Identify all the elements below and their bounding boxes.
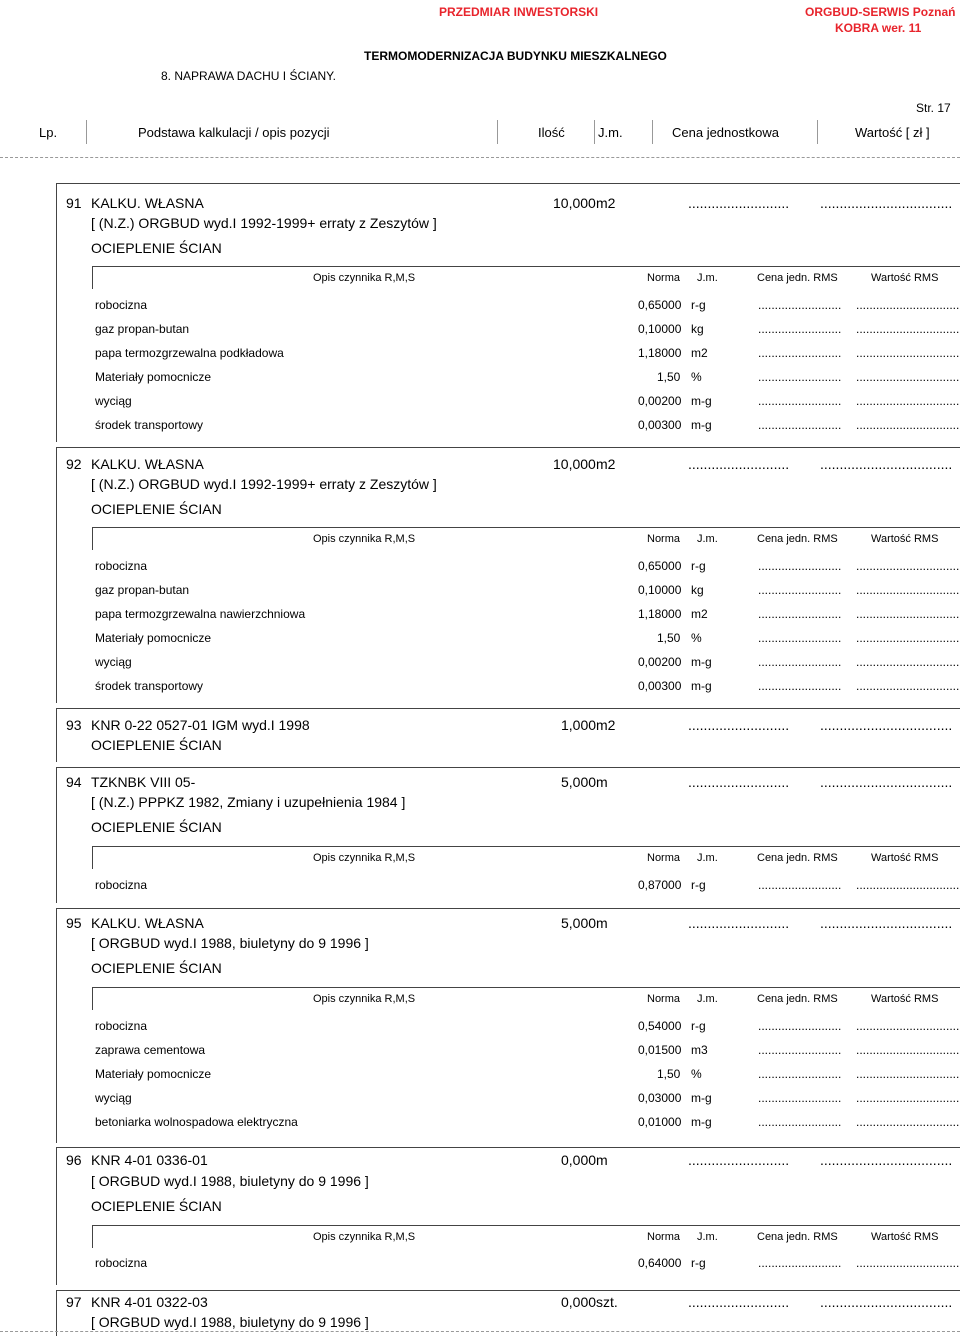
factor-norm: 1,50 xyxy=(657,370,681,384)
factor-norm: 0,01000 xyxy=(638,1115,682,1129)
factor-norm: 1,50 xyxy=(657,631,681,645)
item-value: .................................. xyxy=(820,1152,953,1168)
factor-header xyxy=(92,266,960,289)
factor-value: ............................... xyxy=(856,607,960,621)
item-unit-price: .......................... xyxy=(688,1294,790,1310)
factor-header-unit: J.m. xyxy=(697,533,718,545)
factor-header xyxy=(92,1225,960,1248)
factor-unit: m-g xyxy=(691,394,712,408)
factor-unit: m3 xyxy=(691,1043,708,1057)
item-description: OCIEPLENIE ŚCIAN xyxy=(91,1198,222,1214)
factor-value: ............................... xyxy=(856,418,960,432)
factor-price: ......................... xyxy=(758,1115,842,1129)
factor-name: wyciąg xyxy=(95,1091,132,1105)
factor-unit: m-g xyxy=(691,1091,712,1105)
factor-name: wyciąg xyxy=(95,655,132,669)
item-lp: 96 xyxy=(66,1152,82,1168)
factor-norm: 0,00300 xyxy=(638,679,682,693)
factor-value: ............................... xyxy=(856,631,960,645)
factor-norm: 0,00300 xyxy=(638,418,682,432)
item-source: [ ORGBUD wyd.I 1988, biuletyny do 9 1996 ] xyxy=(91,1314,369,1330)
factor-value: ............................... xyxy=(856,1256,960,1270)
factor-name: papa termozgrzewalna podkładowa xyxy=(95,346,284,360)
item-source: [ ORGBUD wyd.I 1988, biuletyny do 9 1996 ] xyxy=(91,935,369,951)
factor-unit: kg xyxy=(691,583,704,597)
factor-unit: m-g xyxy=(691,655,712,669)
column-header-unit-price: Cena jednostkowa xyxy=(672,125,779,140)
item-source: [ ORGBUD wyd.I 1988, biuletyny do 9 1996 ] xyxy=(91,1173,369,1189)
item-quantity: 1,000 xyxy=(561,717,597,733)
item-value: .................................. xyxy=(820,717,953,733)
item-unit-price: .......................... xyxy=(688,915,790,931)
item-basis: TZKNBK VIII 05- xyxy=(91,774,196,790)
item-quantity: 5,000 xyxy=(561,774,597,790)
factor-value: ............................... xyxy=(856,1115,960,1129)
factor-header-value: Wartość RMS xyxy=(871,852,939,864)
factor-header-norm: Norma xyxy=(647,533,681,545)
factor-price: ......................... xyxy=(758,1067,842,1081)
factor-header-value: Wartość RMS xyxy=(871,272,939,284)
factor-price: ......................... xyxy=(758,322,842,336)
item-quantity: 10,000 xyxy=(553,456,596,472)
factor-norm: 0,64000 xyxy=(638,1256,682,1270)
item-value: .................................. xyxy=(820,456,953,472)
item-basis: KNR 0-22 0527-01 IGM wyd.I 1998 xyxy=(91,717,310,733)
item-basis: KALKU. WŁASNA xyxy=(91,915,204,931)
factor-value: ............................... xyxy=(856,370,960,384)
position-92 xyxy=(56,447,960,702)
item-unit: m xyxy=(596,774,608,790)
position-93 xyxy=(56,708,960,761)
software-vendor: ORGBUD-SERWIS Poznań xyxy=(805,5,956,19)
column-header-lp: Lp. xyxy=(39,125,58,140)
factor-norm: 0,65000 xyxy=(638,559,682,573)
factor-price: ......................... xyxy=(758,1043,842,1057)
factor-value: ............................... xyxy=(856,1043,960,1057)
item-lp: 93 xyxy=(66,717,82,733)
item-lp: 95 xyxy=(66,915,82,931)
factor-price: ......................... xyxy=(758,631,842,645)
item-unit: m xyxy=(596,1152,608,1168)
item-source: [ (N.Z.) PPPKZ 1982, Zmiany i uzupełnienia 1984 ] xyxy=(91,794,406,810)
factor-header-desc: Opis czynnika R,M,S xyxy=(313,1231,416,1243)
factor-value: ............................... xyxy=(856,346,960,360)
factor-name: gaz propan-butan xyxy=(95,322,190,336)
factor-name: robocizna xyxy=(95,1019,148,1033)
item-unit: m2 xyxy=(596,717,616,733)
factor-header-value: Wartość RMS xyxy=(871,1231,939,1243)
item-description: OCIEPLENIE ŚCIAN xyxy=(91,501,222,517)
item-description: OCIEPLENIE ŚCIAN xyxy=(91,240,222,256)
factor-norm: 1,18000 xyxy=(638,607,682,621)
factor-unit: r-g xyxy=(691,878,706,892)
factor-unit: % xyxy=(691,1067,702,1081)
column-header-basis: Podstawa kalkulacji / opis pozycji xyxy=(138,125,330,140)
factor-value: ............................... xyxy=(856,394,960,408)
item-description: OCIEPLENIE ŚCIAN xyxy=(91,819,222,835)
factor-value: ............................... xyxy=(856,298,960,312)
item-unit: m2 xyxy=(596,456,616,472)
position-94 xyxy=(56,767,960,902)
factor-unit: % xyxy=(691,370,702,384)
factor-norm: 0,00200 xyxy=(638,655,682,669)
item-unit: m2 xyxy=(596,195,616,211)
position-97 xyxy=(56,1290,960,1335)
factor-norm: 0,03000 xyxy=(638,1091,682,1105)
factor-price: ......................... xyxy=(758,655,842,669)
factor-price: ......................... xyxy=(758,878,842,892)
factor-unit: m-g xyxy=(691,1115,712,1129)
factor-price: ......................... xyxy=(758,679,842,693)
item-source: [ (N.Z.) ORGBUD wyd.I 1992-1999+ erraty z Zeszytów ] xyxy=(91,215,437,231)
document-title: TERMOMODERNIZACJA BUDYNKU MIESZKALNEGO xyxy=(364,49,667,63)
factor-name: gaz propan-butan xyxy=(95,583,190,597)
factor-norm: 0,10000 xyxy=(638,583,682,597)
position-95 xyxy=(56,908,960,1142)
factor-price: ......................... xyxy=(758,607,842,621)
factor-name: papa termozgrzewalna nawierzchniowa xyxy=(95,607,306,621)
factor-name: Materiały pomocnicze xyxy=(95,370,212,384)
factor-value: ............................... xyxy=(856,322,960,336)
factor-value: ............................... xyxy=(856,583,960,597)
page-number: Str. 17 xyxy=(916,101,951,115)
factor-value: ............................... xyxy=(856,655,960,669)
factor-value: ............................... xyxy=(856,1067,960,1081)
factor-name: środek transportowy xyxy=(95,418,204,432)
factor-name: robocizna xyxy=(95,298,148,312)
factor-unit: m-g xyxy=(691,679,712,693)
item-quantity: 0,000 xyxy=(561,1152,597,1168)
factor-norm: 0,65000 xyxy=(638,298,682,312)
column-header-value: Wartość [ zł ] xyxy=(855,125,930,140)
factor-name: wyciąg xyxy=(95,394,132,408)
factor-header-desc: Opis czynnika R,M,S xyxy=(313,533,416,545)
factor-header xyxy=(92,846,960,869)
factor-unit: % xyxy=(691,631,702,645)
factor-header-unit: J.m. xyxy=(697,272,718,284)
item-quantity: 10,000 xyxy=(553,195,596,211)
factor-unit: r-g xyxy=(691,1256,706,1270)
factor-header-norm: Norma xyxy=(647,993,681,1005)
factor-price: ......................... xyxy=(758,559,842,573)
factor-header xyxy=(92,987,960,1010)
item-unit-price: .......................... xyxy=(688,1152,790,1168)
item-unit-price: .......................... xyxy=(688,774,790,790)
factor-name: robocizna xyxy=(95,559,148,573)
item-lp: 91 xyxy=(66,195,82,211)
factor-price: ......................... xyxy=(758,583,842,597)
report-type: PRZEDMIAR INWESTORSKI xyxy=(439,5,599,19)
item-unit: szt. xyxy=(596,1294,618,1310)
item-description: OCIEPLENIE ŚCIAN xyxy=(91,960,222,976)
factor-header xyxy=(92,527,960,550)
item-basis: KALKU. WŁASNA xyxy=(91,195,204,211)
item-unit-price: .......................... xyxy=(688,717,790,733)
footer-divider xyxy=(0,1331,960,1332)
item-value: .................................. xyxy=(820,1294,953,1310)
factor-header-unit: J.m. xyxy=(697,1231,718,1243)
factor-norm: 1,18000 xyxy=(638,346,682,360)
item-lp: 97 xyxy=(66,1294,82,1310)
factor-unit: m2 xyxy=(691,607,708,621)
factor-header-norm: Norma xyxy=(647,1231,681,1243)
factor-name: robocizna xyxy=(95,1256,148,1270)
factor-unit: kg xyxy=(691,322,704,336)
factor-header-price: Cena jedn. RMS xyxy=(757,533,838,545)
factor-value: ............................... xyxy=(856,1091,960,1105)
item-value: .................................. xyxy=(820,774,953,790)
item-source: [ (N.Z.) ORGBUD wyd.I 1992-1999+ erraty z Zeszytów ] xyxy=(91,476,437,492)
item-unit: m xyxy=(596,915,608,931)
section-title: 8. NAPRAWA DACHU I ŚCIANY. xyxy=(161,69,336,83)
factor-name: środek transportowy xyxy=(95,679,204,693)
factor-price: ......................... xyxy=(758,394,842,408)
factor-price: ......................... xyxy=(758,1091,842,1105)
factor-unit: r-g xyxy=(691,298,706,312)
header-divider xyxy=(0,157,960,158)
factor-unit: r-g xyxy=(691,1019,706,1033)
item-lp: 94 xyxy=(66,774,82,790)
position-96 xyxy=(56,1147,960,1284)
factor-value: ............................... xyxy=(856,559,960,573)
item-description: OCIEPLENIE ŚCIAN xyxy=(91,737,222,753)
factor-norm: 0,54000 xyxy=(638,1019,682,1033)
item-value: .................................. xyxy=(820,915,953,931)
factor-value: ............................... xyxy=(856,1019,960,1033)
factor-price: ......................... xyxy=(758,346,842,360)
item-unit-price: .......................... xyxy=(688,195,790,211)
factor-name: Materiały pomocnicze xyxy=(95,631,212,645)
factor-norm: 0,87000 xyxy=(638,878,682,892)
item-lp: 92 xyxy=(66,456,82,472)
factor-unit: m-g xyxy=(691,418,712,432)
column-header-quantity: Ilość xyxy=(538,125,565,140)
factor-header-price: Cena jedn. RMS xyxy=(757,852,838,864)
item-basis: KNR 4-01 0336-01 xyxy=(91,1152,208,1168)
factor-header-unit: J.m. xyxy=(697,993,718,1005)
factor-price: ......................... xyxy=(758,298,842,312)
position-91 xyxy=(56,183,960,441)
factor-header-price: Cena jedn. RMS xyxy=(757,993,838,1005)
item-basis: KALKU. WŁASNA xyxy=(91,456,204,472)
factor-name: betoniarka wolnospadowa elektryczna xyxy=(95,1115,298,1129)
factor-header-desc: Opis czynnika R,M,S xyxy=(313,272,416,284)
factor-header-value: Wartość RMS xyxy=(871,533,939,545)
factor-norm: 0,00200 xyxy=(638,394,682,408)
factor-norm: 0,10000 xyxy=(638,322,682,336)
factor-norm: 0,01500 xyxy=(638,1043,682,1057)
factor-price: ......................... xyxy=(758,1019,842,1033)
factor-price: ......................... xyxy=(758,1256,842,1270)
factor-header-price: Cena jedn. RMS xyxy=(757,272,838,284)
factor-price: ......................... xyxy=(758,418,842,432)
factor-value: ............................... xyxy=(856,679,960,693)
factor-header-value: Wartość RMS xyxy=(871,993,939,1005)
factor-header-desc: Opis czynnika R,M,S xyxy=(313,852,416,864)
factor-name: zaprawa cementowa xyxy=(95,1043,206,1057)
item-quantity: 0,000 xyxy=(561,1294,597,1310)
factor-unit: m2 xyxy=(691,346,708,360)
item-value: .................................. xyxy=(820,195,953,211)
factor-value: ............................... xyxy=(856,878,960,892)
factor-unit: r-g xyxy=(691,559,706,573)
factor-header-norm: Norma xyxy=(647,852,681,864)
column-header-unit: J.m. xyxy=(598,125,623,140)
item-unit-price: .......................... xyxy=(688,456,790,472)
factor-header-desc: Opis czynnika R,M,S xyxy=(313,993,416,1005)
item-quantity: 5,000 xyxy=(561,915,597,931)
factor-header-price: Cena jedn. RMS xyxy=(757,1231,838,1243)
factor-name: Materiały pomocnicze xyxy=(95,1067,212,1081)
factor-price: ......................... xyxy=(758,370,842,384)
factor-header-unit: J.m. xyxy=(697,852,718,864)
factor-header-norm: Norma xyxy=(647,272,681,284)
factor-norm: 1,50 xyxy=(657,1067,681,1081)
factor-name: robocizna xyxy=(95,878,148,892)
item-basis: KNR 4-01 0322-03 xyxy=(91,1294,208,1310)
software-version: KOBRA wer. 11 xyxy=(835,21,922,35)
